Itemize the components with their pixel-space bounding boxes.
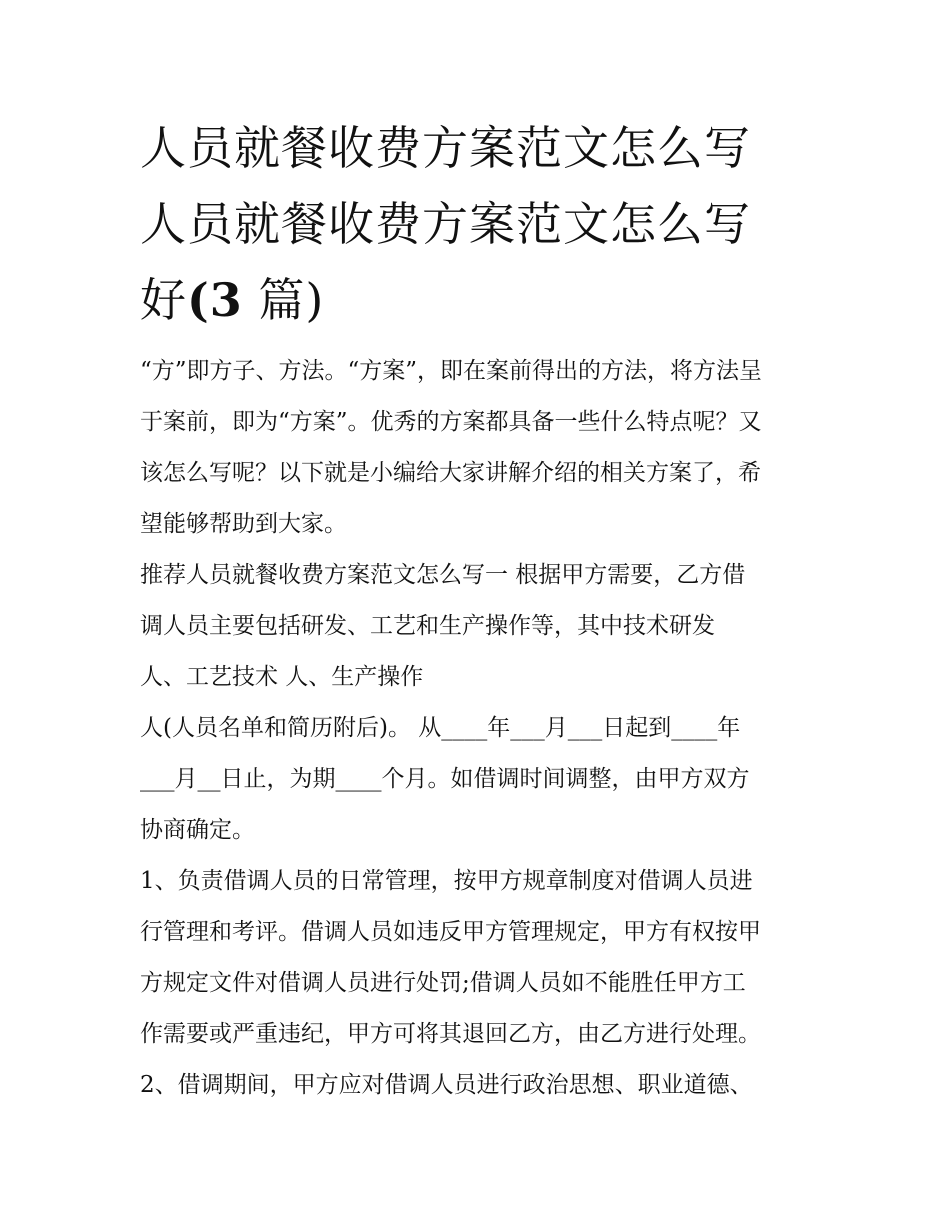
text-line: 该怎么写呢？以下就是小编给大家讲解介绍的相关方案了，希	[140, 460, 761, 486]
text-line: 人、工艺技术 人、生产操作	[140, 664, 424, 690]
text-line: 望能够帮助到大家。	[140, 511, 347, 537]
title-line-3-suffix: 篇)	[258, 273, 325, 327]
intro-paragraph	[140, 346, 820, 550]
text-line: 1、负责借调人员的日常管理，按甲方规章制度对借调人员进	[140, 868, 753, 894]
text-line: 于案前，即为“方案”。优秀的方案都具备一些什么特点呢？又	[140, 409, 762, 435]
item-two-paragraph	[140, 1060, 820, 1111]
title-line-3-count: (3	[187, 273, 243, 327]
text-line: 调人员主要包括研发、工艺和生产操作等，其中技术研发	[140, 613, 715, 639]
document-page	[140, 110, 820, 1111]
text-line: 推荐人员就餐收费方案范文怎么写一 根据甲方需要，乙方借	[140, 562, 746, 588]
text-line: “方”即方子、方法。“方案”，即在案前得出的方法，将方法呈	[140, 358, 763, 384]
text-line: 2、借调期间，甲方应对借调人员进行政治思想、职业道德、	[140, 1072, 753, 1098]
text-line: 行管理和考评。借调人员如违反甲方管理规定，甲方有权按甲	[140, 919, 761, 945]
text-line: 作需要或严重违纪，甲方可将其退回乙方，由乙方进行处理。	[140, 1021, 761, 1047]
section-one-paragraph	[140, 550, 820, 856]
title-line-2: 人员就餐收费方案范文怎么写	[140, 197, 751, 251]
title-line-3-text: 好	[140, 273, 187, 327]
text-line: ___月__日止，为期____个月。如借调时间调整，由甲方双方	[140, 766, 750, 792]
document-title	[140, 110, 820, 338]
title-line-1: 人员就餐收费方案范文怎么写	[140, 121, 751, 175]
text-line: 人(人员名单和简历附后)。 从____年___月___日起到____年	[140, 715, 741, 741]
item-one-paragraph	[140, 856, 820, 1060]
title-line-3	[140, 262, 820, 338]
text-line: 协商确定。	[140, 817, 255, 843]
text-line: 方规定文件对借调人员进行处罚;借调人员如不能胜任甲方工	[140, 970, 746, 996]
